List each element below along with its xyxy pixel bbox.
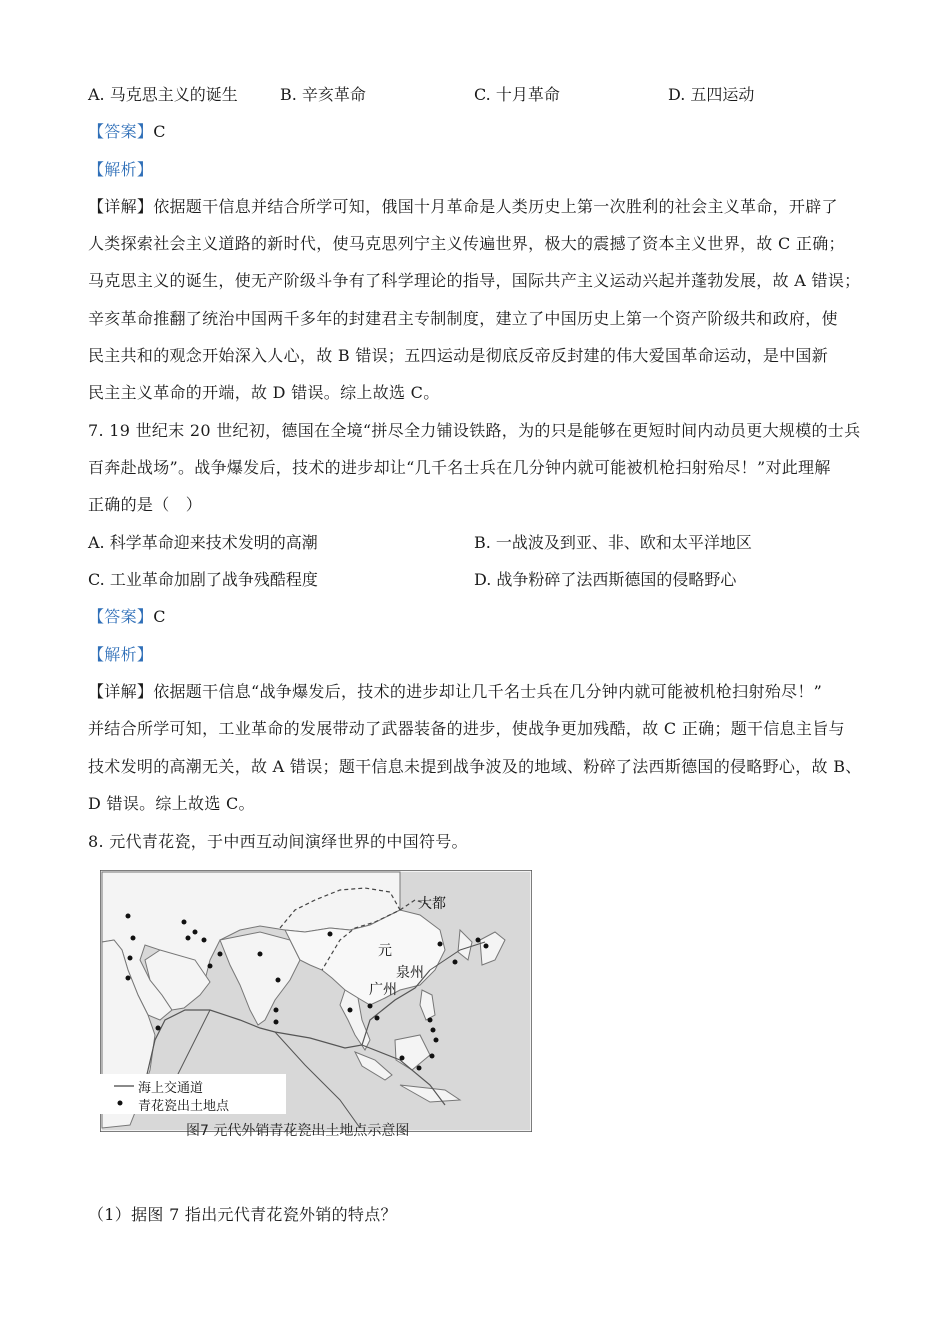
q7-detail-line-4: D 错误。综上故选 C。: [88, 794, 255, 813]
map-label-guangzhou: 广州: [369, 982, 397, 998]
analysis-tag: 【解析】: [88, 160, 154, 179]
detail-tag: 【详解】: [88, 682, 154, 701]
q6-option-b: B. 辛亥革命: [280, 85, 366, 104]
q7-option-a: A. 科学革命迎来技术发明的高潮: [88, 533, 318, 552]
answer-tag: 【答案】: [88, 122, 154, 141]
q6-detail-line-4: 辛亥革命推翻了统治中国两千多年的封建君主专制制度，建立了中国历史上第一个资产阶级共和政府，使: [88, 309, 838, 328]
detail-text: 依据题干信息并结合所学可知，俄国十月革命是人类历史上第一次胜利的社会主义革命，开辟了: [153, 197, 838, 216]
q6-detail-line-6: 民主主义革命的开端，故 D 错误。综上故选 C。: [88, 383, 440, 402]
legend-symbols: [112, 1080, 136, 1110]
q7-analysis-tag: [88, 642, 153, 665]
map-label-quanzhou: 泉州: [396, 965, 424, 981]
map-label-dadu: 大都: [418, 896, 446, 912]
analysis-tag: 【解析】: [88, 645, 154, 664]
q7-detail-line-3: 技术发明的高潮无关，故 A 错误；题干信息未提到战争波及的地域、粉碎了法西斯德国的侵略野心，故 B、: [88, 757, 862, 776]
q6-answer: [88, 119, 166, 142]
q7-detail-line-2: 并结合所学可知，工业革命的发展带动了武器装备的进步，使战争更加残酷，故 C 正确；题干信息主旨与: [88, 719, 845, 738]
figure-caption: 图7 元代外销青花瓷出土地点示意图: [186, 1123, 410, 1139]
q8-stem: 8. 元代青花瓷，于中西互动间演绎世界的中国符号。: [88, 832, 468, 851]
q7-stem-line-2: 百奔赴战场”。战争爆发后，技术的进步却让“几千名士兵在几分钟内就可能被机枪扫射殆尽！”对此理解: [88, 458, 831, 477]
q6-option-d: D. 五四运动: [668, 85, 755, 104]
legend-site-dot: [118, 1101, 123, 1106]
map-label-yuan: 元: [378, 943, 392, 959]
q6-detail-line-1: [88, 194, 838, 217]
q7-answer: [88, 604, 166, 627]
q8-sub-question-1: （1）据图 7 指出元代青花瓷外销的特点？: [88, 1205, 397, 1224]
q7-stem-line-1: 7. 19 世纪末 20 世纪初，德国在全境“拼尽全力铺设铁路，为的只是能够在更短时间内动员更大规模的士兵: [88, 421, 861, 440]
q7-option-d: D. 战争粉碎了法西斯德国的侵略野心: [474, 570, 737, 589]
q6-detail-line-2: 人类探索社会主义道路的新时代，使马克思列宁主义传遍世界，极大的震撼了资本主义世界，故 C 正确；: [88, 234, 845, 253]
answer-value: C: [153, 607, 166, 626]
q6-detail-line-3: 马克思主义的诞生，使无产阶级斗争有了科学理论的指导，国际共产主义运动兴起并蓬勃发展，故 A 错误；: [88, 271, 861, 290]
detail-tag: 【详解】: [88, 197, 154, 216]
answer-value: C: [153, 122, 166, 141]
q7-option-b: B. 一战波及到亚、非、欧和太平洋地区: [474, 533, 752, 552]
q6-detail-line-5: 民主共和的观念开始深入人心，故 B 错误；五四运动是彻底反帝反封建的伟大爱国革命运动，是中国新: [88, 346, 829, 365]
q6-option-a: A. 马克思主义的诞生: [88, 85, 238, 104]
answer-tag: 【答案】: [88, 607, 154, 626]
legend-sites-label: 青花瓷出土地点: [138, 1099, 230, 1114]
detail-text: 依据题干信息“战争爆发后，技术的进步却让几千名士兵在几分钟内就可能被机枪扫射殆尽！”: [153, 682, 823, 701]
q7-option-c: C. 工业革命加剧了战争残酷程度: [88, 570, 318, 589]
q7-stem-line-3: 正确的是（ ）: [88, 495, 203, 514]
q7-detail-line-1: [88, 679, 822, 702]
q6-analysis-tag: [88, 157, 153, 180]
legend-route-label: 海上交通道: [138, 1081, 204, 1096]
q6-option-c: C. 十月革命: [474, 85, 560, 104]
